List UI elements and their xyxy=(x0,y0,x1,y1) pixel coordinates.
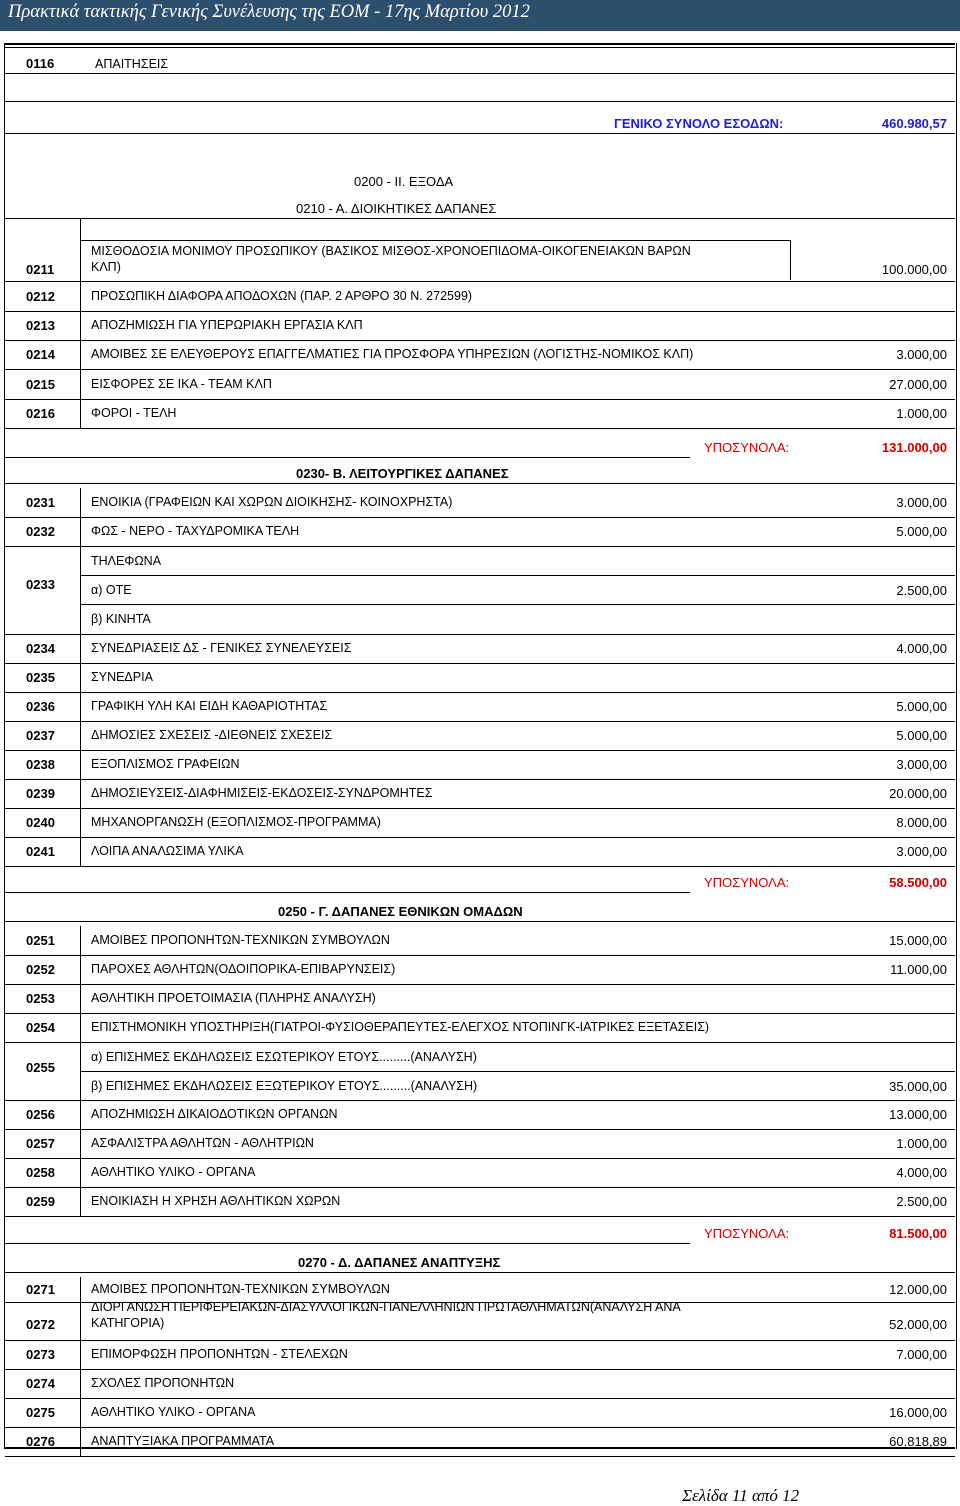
row-code: 0255 xyxy=(26,1060,55,1075)
row-divider xyxy=(80,240,790,241)
subtotal-label: ΥΠΟΣΥΝΟΛΑ: xyxy=(704,440,790,455)
row-divider xyxy=(5,101,955,102)
row-code: 0272 xyxy=(26,1317,55,1332)
row-code: 0251 xyxy=(26,933,55,948)
row-divider xyxy=(5,369,955,370)
column-divider xyxy=(80,218,81,281)
row-amount: 5.000,00 xyxy=(896,728,947,743)
row-divider xyxy=(5,1100,955,1101)
column-divider xyxy=(80,750,81,779)
section-c-title: 0250 - Γ. ΔΑΠΑΝΕΣ ΕΘΝΙΚΩΝ ΟΜΑΔΩΝ xyxy=(278,904,523,919)
column-divider xyxy=(80,1302,81,1340)
column-divider xyxy=(80,1100,81,1129)
column-divider xyxy=(80,955,81,984)
section-a-title: 0210 - Α. ΔΙΟΙΚΗΤΙΚΕΣ ΔΑΠΑΝΕΣ xyxy=(296,201,497,216)
row-divider xyxy=(5,517,955,518)
row-divider xyxy=(5,955,955,956)
row-code: 0216 xyxy=(26,406,55,421)
column-divider xyxy=(790,240,791,280)
income-total-label: ΓΕΝΙΚΟ ΣΥΝΟΛΟ ΕΣΟΔΩΝ: xyxy=(614,116,784,131)
row-divider xyxy=(5,837,955,838)
table-row xyxy=(4,56,956,74)
row-description: ΠΡΟΣΩΠΙΚΗ ΔΙΑΦΟΡΑ ΑΠΟΔΟΧΩΝ (ΠΑΡ. 2 ΑΡΘΡΟ 30 Ν. 272599) xyxy=(91,289,473,303)
row-divider xyxy=(5,311,955,312)
row-code: 0276 xyxy=(26,1434,55,1449)
expenses-section-title: 0200 - ΙΙ. ΕΞΟΔΑ xyxy=(354,174,454,189)
row-description: ΦΟΡΟΙ - ΤΕΛΗ xyxy=(91,406,177,420)
row-divider xyxy=(5,1427,955,1428)
row-code: 0235 xyxy=(26,670,55,685)
row-amount: 1.000,00 xyxy=(896,406,947,421)
row-code: 0256 xyxy=(26,1107,55,1122)
row-amount: 3.000,00 xyxy=(896,495,947,510)
row-code: 0258 xyxy=(26,1165,55,1180)
row-description: ΦΩΣ - ΝΕΡΟ - ΤΑΧΥΔΡΟΜΙΚΑ ΤΕΛΗ xyxy=(91,524,300,538)
column-divider xyxy=(80,311,81,340)
row-description: ΑΠΑΙΤΗΣΕΙΣ xyxy=(95,57,169,71)
row-divider xyxy=(80,575,955,576)
subtotal-amount: 58.500,00 xyxy=(889,875,947,890)
row-divider xyxy=(5,428,955,429)
column-divider xyxy=(80,1398,81,1427)
row-code: 0273 xyxy=(26,1347,55,1362)
column-divider xyxy=(80,926,81,955)
page-header xyxy=(0,0,960,28)
row-description: ΔΙΟΡΓΑΝΩΣΗ ΠΕΡΙΦΕΡΕΙΑΚΩΝ-ΔΙΑΣΥΛΛΟΓΙΚΩΝ-ΠΑΝΕΛΛΗΝΙΩΝ ΠΡΩΤΑΘΛΗΜΑΤΩΝ(ΑΝΑΛΥΣΗ ΑΝΑ xyxy=(91,1300,681,1314)
row-divider xyxy=(5,281,955,282)
row-description: ΑΣΦΑΛΙΣΤΡΑ ΑΘΛΗΤΩΝ - ΑΘΛΗΤΡΙΩΝ xyxy=(91,1136,314,1150)
column-divider xyxy=(80,399,81,428)
row-amount: 15.000,00 xyxy=(889,933,947,948)
row-description: ΑΘΛΗΤΙΚΟ ΥΛΙΚΟ - ΟΡΓΑΝΑ xyxy=(91,1165,256,1179)
row-code: 0116 xyxy=(26,56,55,71)
row-description-sub: α) ΟΤΕ xyxy=(91,583,132,597)
row-divider xyxy=(5,634,955,635)
row-amount: 12.000,00 xyxy=(889,1282,947,1297)
row-code: 0275 xyxy=(26,1405,55,1420)
row-code: 0213 xyxy=(26,318,55,333)
row-divider xyxy=(5,483,955,484)
row-description-cont: ΚΛΠ) xyxy=(91,260,121,274)
column-divider xyxy=(80,634,81,663)
subtotal-amount: 131.000,00 xyxy=(881,440,947,455)
row-description: ΕΝΟΙΚΙΑ (ΓΡΑΦΕΙΩΝ ΚΑΙ ΧΩΡΩΝ ΔΙΟΙΚΗΣΗΣ- ΚΟΙΝΟΧΡΗΣΤΑ) xyxy=(91,495,453,509)
column-divider xyxy=(80,1277,81,1302)
row-amount: 1.000,00 xyxy=(896,1136,947,1151)
row-amount: 60.818,89 xyxy=(889,1434,947,1449)
row-divider xyxy=(5,218,955,219)
row-code: 0215 xyxy=(26,377,55,392)
row-description: ΠΑΡΟΧΕΣ ΑΘΛΗΤΩΝ(ΟΔΟΙΠΟΡΙΚΑ-ΕΠΙΒΑΡΥΝΣΕΙΣ) xyxy=(91,962,396,976)
row-description: ΣΥΝΕΔΡΙΑ xyxy=(91,670,153,684)
row-amount: 100.000,00 xyxy=(881,262,947,277)
row-description: ΑΠΟΖΗΜΙΩΣΗ ΔΙΚΑΙΟΔΟΤΙΚΩΝ ΟΡΓΑΝΩΝ xyxy=(91,1107,338,1121)
row-description: ΑΠΟΖΗΜΙΩΣΗ ΓΙΑ ΥΠΕΡΩΡΙΑΚΗ ΕΡΓΑΣΙΑ ΚΛΠ xyxy=(91,318,363,332)
row-code: 0234 xyxy=(26,641,55,656)
row-code: 0259 xyxy=(26,1194,55,1209)
column-divider xyxy=(80,663,81,692)
row-description-sub: β) ΕΠΙΣΗΜΕΣ ΕΚΔΗΛΩΣΕΙΣ ΕΞΩΤΕΡΙΚΟΥ ΕΤΟΥΣ.........(ΑΝΑΛΥΣΗ) xyxy=(91,1079,478,1093)
row-divider xyxy=(5,1398,955,1399)
column-divider xyxy=(80,517,81,546)
row-description: ΣΥΝΕΔΡΙΑΣΕΙΣ ΔΣ - ΓΕΝΙΚΕΣ ΣΥΝΕΛΕΥΣΕΙΣ xyxy=(91,641,352,655)
row-code: 0252 xyxy=(26,962,55,977)
row-code: 0239 xyxy=(26,786,55,801)
row-code: 0231 xyxy=(26,495,55,510)
column-divider xyxy=(80,808,81,837)
subtotal-label: ΥΠΟΣΥΝΟΛΑ: xyxy=(704,875,790,890)
row-code: 0214 xyxy=(26,347,55,362)
row-divider xyxy=(5,1340,955,1341)
row-amount: 4.000,00 xyxy=(896,1165,947,1180)
column-divider xyxy=(80,1340,81,1369)
row-code: 0254 xyxy=(26,1020,55,1035)
table-top-border xyxy=(5,43,955,45)
row-code: 0271 xyxy=(26,1282,55,1297)
row-divider xyxy=(5,721,955,722)
row-amount: 3.000,00 xyxy=(896,844,947,859)
row-description: ΣΧΟΛΕΣ ΠΡΟΠΟΝΗΤΩΝ xyxy=(91,1376,235,1390)
row-divider xyxy=(5,866,955,867)
row-divider xyxy=(5,1013,955,1014)
row-amount: 3.000,00 xyxy=(896,757,947,772)
row-description: ΔΗΜΟΣΙΕΥΣΕΙΣ-ΔΙΑΦΗΜΙΣΕΙΣ-ΕΚΔΟΣΕΙΣ-ΣΥΝΔΡΟΜΗΤΕΣ xyxy=(91,786,433,800)
column-divider xyxy=(80,1158,81,1187)
row-code: 0237 xyxy=(26,728,55,743)
row-divider xyxy=(5,1216,955,1217)
row-divider xyxy=(5,663,955,664)
row-code: 0240 xyxy=(26,815,55,830)
row-divider xyxy=(5,1042,955,1043)
row-amount: 16.000,00 xyxy=(889,1405,947,1420)
row-divider xyxy=(5,921,955,922)
row-divider xyxy=(5,1243,690,1244)
row-description-cont: ΚΑΤΗΓΟΡΙΑ) xyxy=(91,1316,165,1330)
row-divider xyxy=(5,692,955,693)
column-divider xyxy=(80,692,81,721)
column-divider xyxy=(80,1187,81,1216)
row-description-sub: β) ΚΙΝΗΤΑ xyxy=(91,612,151,626)
row-description: ΛΟΙΠΑ ΑΝΑΛΩΣΙΜΑ ΥΛΙΚΑ xyxy=(91,844,244,858)
row-code: 0253 xyxy=(26,991,55,1006)
column-divider xyxy=(80,546,81,635)
column-divider xyxy=(80,837,81,866)
row-divider xyxy=(5,1456,955,1457)
table-top-border-inner xyxy=(5,47,955,48)
row-divider xyxy=(5,1369,955,1370)
row-code: 0232 xyxy=(26,524,55,539)
row-amount: 7.000,00 xyxy=(896,1347,947,1362)
row-code: 0274 xyxy=(26,1376,55,1391)
row-description: ΔΗΜΟΣΙΕΣ ΣΧΕΣΕΙΣ -ΔΙΕΘΝΕΙΣ ΣΧΕΣΕΙΣ xyxy=(91,728,333,742)
row-divider xyxy=(5,779,955,780)
row-description: ΕΞΟΠΛΙΣΜΟΣ ΓΡΑΦΕΙΩΝ xyxy=(91,757,240,771)
row-divider xyxy=(5,750,955,751)
row-amount: 52.000,00 xyxy=(889,1317,947,1332)
row-description: α) ΕΠΙΣΗΜΕΣ ΕΚΔΗΛΩΣΕΙΣ ΕΣΩΤΕΡΙΚΟΥ ΕΤΟΥΣ.........(ΑΝΑΛΥΣΗ) xyxy=(91,1050,477,1064)
row-amount: 2.500,00 xyxy=(896,1194,947,1209)
column-divider xyxy=(80,1369,81,1398)
row-divider xyxy=(5,546,955,547)
page-number: Σελίδα 11 από 12 xyxy=(682,1486,800,1505)
row-divider xyxy=(5,457,690,458)
column-divider xyxy=(80,369,81,399)
row-divider xyxy=(5,1129,955,1130)
row-divider xyxy=(5,73,955,74)
row-description: ΑΜΟΙΒΕΣ ΠΡΟΠΟΝΗΤΩΝ-ΤΕΧΝΙΚΩΝ ΣΥΜΒΟΥΛΩΝ xyxy=(91,933,390,947)
row-code: 0257 xyxy=(26,1136,55,1151)
row-description: ΓΡΑΦΙΚΗ ΥΛΗ ΚΑΙ ΕΙΔΗ ΚΑΘΑΡΙΟΤΗΤΑΣ xyxy=(91,699,328,713)
row-divider xyxy=(5,133,955,134)
row-description: ΕΠΙΜΟΡΦΩΣΗ ΠΡΟΠΟΝΗΤΩΝ - ΣΤΕΛΕΧΩΝ xyxy=(91,1347,348,1361)
row-description: ΕΙΣΦΟΡΕΣ ΣΕ ΙΚΑ - ΤΕΑΜ ΚΛΠ xyxy=(91,377,272,391)
income-total-amount: 460.980,57 xyxy=(881,116,947,131)
section-d-title: 0270 - Δ. ΔΑΠΑΝΕΣ ΑΝΑΠΤΥΞΗΣ xyxy=(298,1255,501,1270)
section-b-title: 0230- Β. ΛΕΙΤΟΥΡΓΙΚΕΣ ΔΑΠΑΝΕΣ xyxy=(296,466,509,481)
subtotal-amount: 81.500,00 xyxy=(889,1226,947,1241)
row-divider xyxy=(5,1158,955,1159)
row-amount: 35.000,00 xyxy=(889,1079,947,1094)
row-divider xyxy=(80,1071,955,1072)
row-divider xyxy=(5,984,955,985)
row-code: 0236 xyxy=(26,699,55,714)
row-amount: 3.000,00 xyxy=(896,347,947,362)
row-description: ΤΗΛΕΦΩΝΑ xyxy=(91,554,162,568)
row-amount: 8.000,00 xyxy=(896,815,947,830)
row-amount: 4.000,00 xyxy=(896,641,947,656)
row-description: ΑΜΟΙΒΕΣ ΠΡΟΠΟΝΗΤΩΝ-ΤΕΧΝΙΚΩΝ ΣΥΜΒΟΥΛΩΝ xyxy=(91,1282,390,1296)
row-divider xyxy=(5,1187,955,1188)
row-description: ΑΘΛΗΤΙΚΟ ΥΛΙΚΟ - ΟΡΓΑΝΑ xyxy=(91,1405,256,1419)
column-divider xyxy=(80,340,81,369)
column-divider xyxy=(80,779,81,808)
row-divider xyxy=(5,1272,955,1273)
row-amount: 5.000,00 xyxy=(896,699,947,714)
row-divider xyxy=(5,808,955,809)
row-divider xyxy=(5,340,955,341)
row-description: ΕΝΟΙΚΙΑΣΗ Η ΧΡΗΣΗ ΑΘΛΗΤΙΚΩΝ ΧΩΡΩΝ xyxy=(91,1194,341,1208)
row-amount: 5.000,00 xyxy=(896,524,947,539)
row-description: ΕΠΙΣΤΗΜΟΝΙΚΗ ΥΠΟΣΤΗΡΙΞΗ(ΓΙΑΤΡΟΙ-ΦΥΣΙΟΘΕΡΑΠΕΥΤΕΣ-ΕΛΕΓΧΟΣ ΝΤΟΠΙΝΓΚ-ΙΑΤΡΙΚΕΣ ΕΞΕΤΑΣΕΙΣ) xyxy=(91,1020,710,1034)
column-divider xyxy=(80,1129,81,1158)
column-divider xyxy=(80,281,81,311)
column-divider xyxy=(80,1013,81,1042)
row-code: 0233 xyxy=(26,577,55,592)
column-divider xyxy=(80,1427,81,1456)
row-divider xyxy=(5,892,690,893)
row-code: 0241 xyxy=(26,844,55,859)
document-title: Πρακτικά τακτικής Γενικής Συνέλευσης της ΕΟΜ - 17ης Μαρτίου 2012 xyxy=(8,2,530,22)
row-amount: 13.000,00 xyxy=(889,1107,947,1122)
row-amount: 27.000,00 xyxy=(889,377,947,392)
row-description: ΑΝΑΠΤΥΞΙΑΚΑ ΠΡΟΓΡΑΜΜΑΤΑ xyxy=(91,1434,275,1448)
row-code: 0211 xyxy=(26,262,55,277)
row-amount: 11.000,00 xyxy=(890,962,947,977)
row-description: ΜΗΧΑΝΟΡΓΑΝΩΣΗ (ΕΞΟΠΛΙΣΜΟΣ-ΠΡΟΓΡΑΜΜΑ) xyxy=(91,815,381,829)
row-description: ΜΙΣΘΟΔΟΣΙΑ ΜΟΝΙΜΟΥ ΠΡΟΣΩΠΙΚΟΥ (ΒΑΣΙΚΟΣ ΜΙΣΘΟΣ-ΧΡΟΝΟΕΠΙΔΟΜΑ-ΟΙΚΟΓΕΝΕΙΑΚΩΝ ΒΑΡΩΝ xyxy=(91,244,691,258)
column-divider xyxy=(80,488,81,517)
row-amount: 2.500,00 xyxy=(896,583,947,598)
row-divider xyxy=(80,604,955,605)
row-description: ΑΘΛΗΤΙΚΗ ΠΡΟΕΤΟΙΜΑΣΙΑ (ΠΛΗΡΗΣ ΑΝΑΛΥΣΗ) xyxy=(91,991,376,1005)
column-divider xyxy=(80,721,81,750)
header-rule xyxy=(0,28,960,31)
row-code: 0212 xyxy=(26,289,55,304)
row-divider xyxy=(5,399,955,400)
row-code: 0238 xyxy=(26,757,55,772)
subtotal-label: ΥΠΟΣΥΝΟΛΑ: xyxy=(704,1226,790,1241)
row-description: ΑΜΟΙΒΕΣ ΣΕ ΕΛΕΥΘΕΡΟΥΣ ΕΠΑΓΓΕΛΜΑΤΙΕΣ ΓΙΑ ΠΡΟΣΦΟΡΑ ΥΠΗΡΕΣΙΩΝ (ΛΟΓΙΣΤΗΣ-ΝΟΜΙΚΟΣ ΚΛΠ) xyxy=(91,347,694,361)
column-divider xyxy=(80,984,81,1013)
row-amount: 20.000,00 xyxy=(889,786,947,801)
